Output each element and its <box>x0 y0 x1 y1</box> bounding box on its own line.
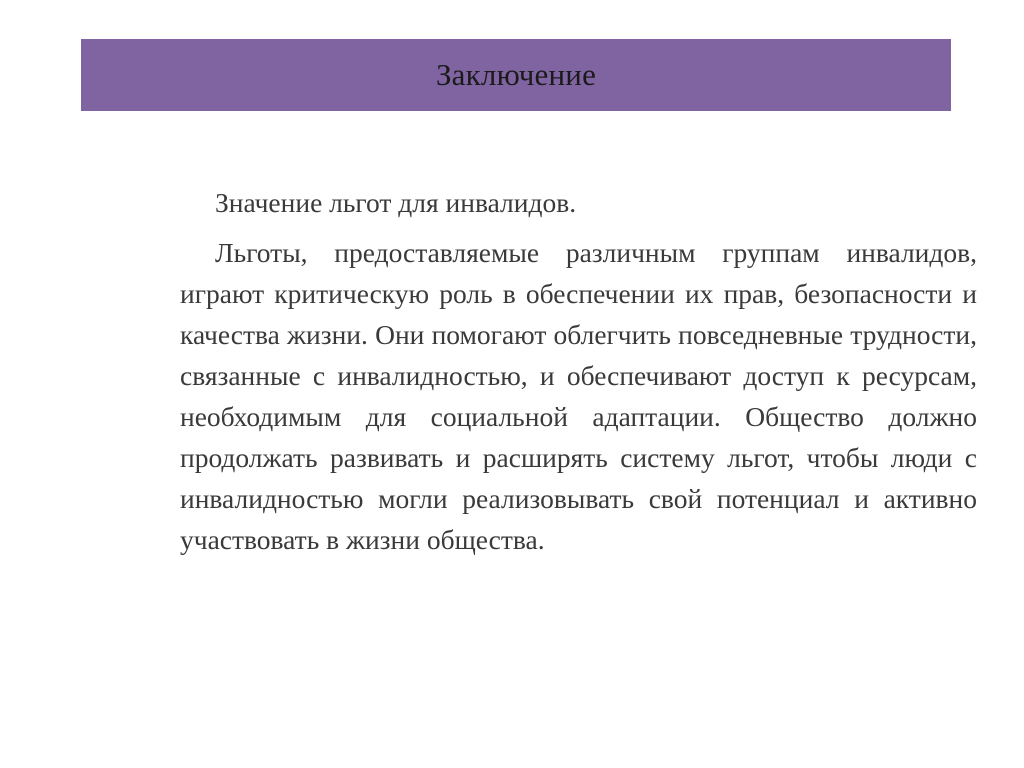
slide-paragraph: Льготы, предоставляемые различным группам инвалидов, играют критическую роль в обеспечении их прав, безопасности и качества жизни. Они помогают облегчить повседневные трудности, связанные с инвалидностью, и обеспечивают доступ к ресурсам, необходимым для социальной адаптации. Общество должно продолжать развивать и расширять систему льгот, чтобы люди с инвалидностью могли реализовывать свой потенциал и активно участвовать в жизни общества. <box>180 237 977 555</box>
slide-subtitle: Значение льгот для инвалидов. <box>215 187 577 218</box>
slide-content <box>180 182 977 560</box>
title-bar <box>81 39 951 111</box>
slide-title: Заключение <box>435 57 597 92</box>
